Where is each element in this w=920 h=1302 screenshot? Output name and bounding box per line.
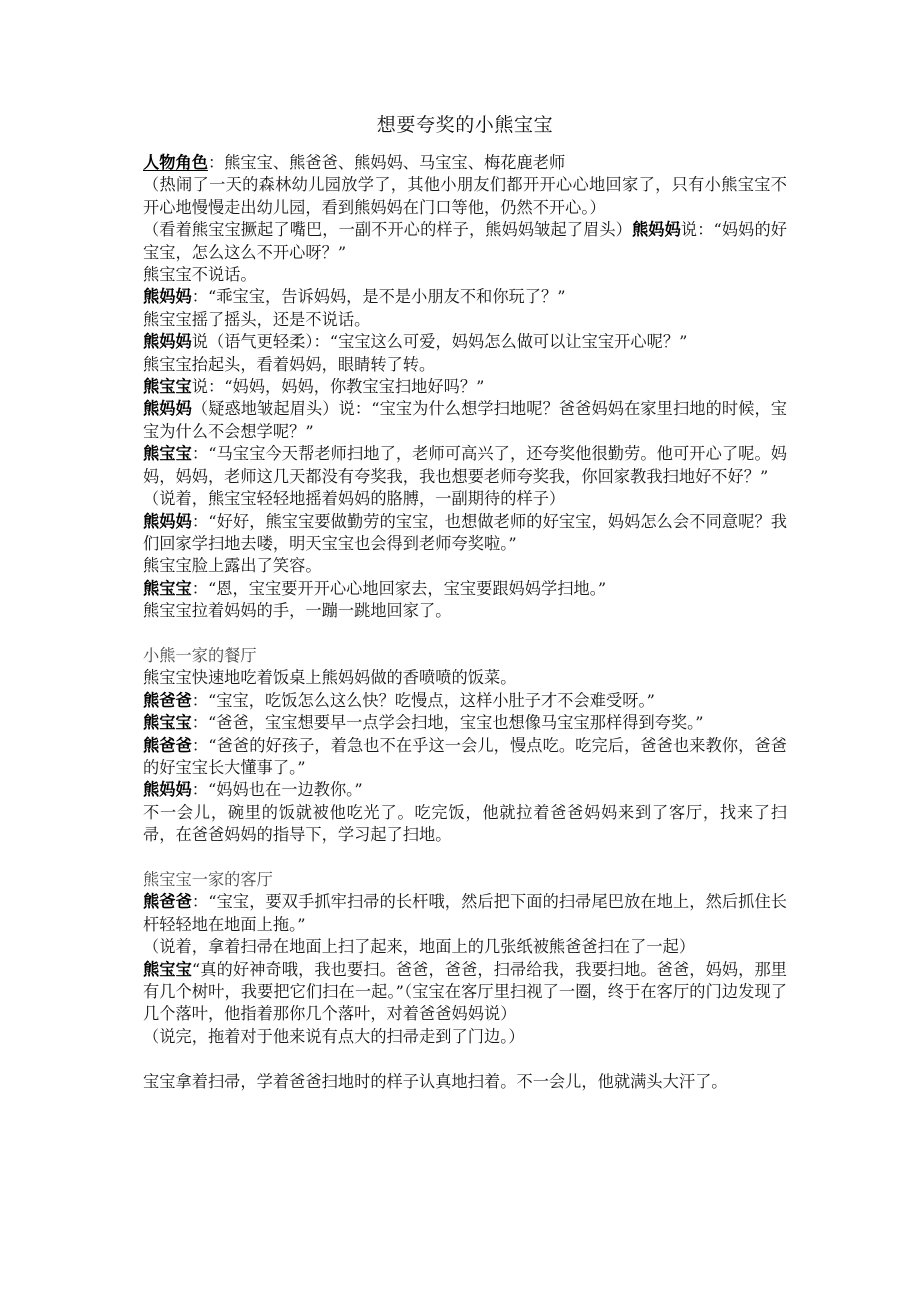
line-text: ：“马宝宝今天帮老师扫地了，老师可高兴了，还夸奖他很勤劳。他可开心了呢。妈妈，妈妈，老师这几天都没有夸奖我，我也想要老师夸奖我，你回家教我扫地好不好？” — [143, 444, 787, 486]
speaker-name: 熊妈妈 — [631, 220, 681, 240]
page-title: 想要夸奖的小熊宝宝 — [376, 114, 554, 136]
narration-line — [143, 174, 787, 219]
speaker-name: 熊爸爸 — [143, 735, 192, 755]
speaker-name: 熊宝宝 — [143, 578, 192, 598]
speaker-name: 熊妈妈 — [143, 399, 192, 419]
stage-direction: （看着熊宝宝撅起了嘴巴，一副不开心的样子，熊妈妈皱起了眉头） — [143, 220, 632, 240]
paragraph-gap — [143, 623, 787, 645]
line-text: “真的好神奇哦，我也要扫。爸爸，爸爸，扫帚给我，我要扫地。爸爸，妈妈，那里有几个树叶，我要把它们扫在一起。”（宝宝在客厅里扫视了一圈，终于在客厅的门边发现了几个落叶，他指着那你几个落叶，对着爸爸妈妈说） — [143, 959, 787, 1024]
line-text: ：“爸爸，宝宝想要早一点学会扫地，宝宝也想像马宝宝那样得到夸奖。” — [191, 713, 704, 733]
dialogue-line — [143, 959, 787, 1026]
speaker-name: 熊宝宝 — [143, 444, 192, 464]
document-blocks — [143, 174, 787, 1093]
narration-line — [143, 309, 787, 331]
speaker-name: 熊爸爸 — [143, 892, 192, 912]
line-text: 熊宝宝摇了摇头，还是不说话。 — [143, 309, 371, 329]
line-text: （说完，拖着对于他来说有点大的扫帚走到了门边。） — [143, 1026, 525, 1046]
dialogue-line — [143, 578, 787, 600]
roles-value: ：熊宝宝、熊爸爸、熊妈妈、马宝宝、梅花鹿老师 — [207, 153, 566, 172]
narration-line — [143, 555, 787, 577]
speaker-name: 熊宝宝 — [143, 713, 192, 733]
line-text: ：“爸爸的好孩子，着急也不在乎这一会儿，慢点吃。吃完后，爸爸也来教你，爸爸的好宝宝长大懂事了。” — [143, 735, 787, 777]
line-text: （热闹了一天的森林幼儿园放学了，其他小朋友们都开开心心地回家了，只有小熊宝宝不开心地慢慢走出幼儿园，看到熊妈妈在门口等他，仍然不开心。） — [143, 175, 787, 217]
narration-line — [143, 488, 787, 510]
scene-header — [143, 869, 787, 891]
line-text: ：“恩，宝宝要开开心心地回家去，宝宝要跟妈妈学扫地。” — [191, 578, 607, 598]
dialogue-line — [143, 219, 787, 264]
speaker-name: 熊妈妈 — [143, 511, 192, 531]
line-text: 熊宝宝抬起头，看着妈妈，眼睛转了转。 — [143, 354, 436, 374]
narration-line — [143, 264, 787, 286]
line-text: 熊宝宝不说话。 — [143, 265, 257, 285]
scene-header-text: 小熊一家的餐厅 — [143, 645, 257, 665]
line-text: 说：“妈妈，妈妈，你教宝宝扫地好吗？” — [191, 377, 485, 397]
scene-header-text: 熊宝宝一家的客厅 — [143, 869, 273, 889]
paragraph-gap — [143, 847, 787, 869]
line-text: ：“宝宝，要双手抓牢扫帚的长杆哦，然后把下面的扫帚尾巴放在地上，然后抓住长杆轻轻地在地面上拖。” — [143, 892, 787, 934]
line-text: 熊宝宝拉着妈妈的手，一蹦一跳地回家了。 — [143, 601, 452, 621]
dialogue-line — [143, 690, 787, 712]
narration-line — [143, 1026, 787, 1048]
dialogue-line — [143, 712, 787, 734]
line-text: 熊宝宝脸上露出了笑容。 — [143, 556, 322, 576]
line-text: ：“宝宝，吃饭怎么这么快？吃慢点，这样小肚子才不会难受呀。” — [191, 690, 655, 710]
dialogue-line — [143, 376, 787, 398]
line-text: （说着，熊宝宝轻轻地摇着妈妈的胳膊，一副期待的样子） — [143, 489, 566, 509]
narration-line — [143, 1071, 787, 1093]
narration-line — [143, 802, 787, 847]
dialogue-line — [143, 779, 787, 801]
speaker-name: 熊妈妈 — [143, 287, 192, 307]
speaker-name: 熊宝宝 — [143, 377, 192, 397]
roles-label: 人物角色 — [143, 153, 208, 172]
line-text: 说：“妈妈的好宝宝，怎么这么不开心呀？” — [143, 220, 788, 262]
line-text: ：“乖宝宝，告诉妈妈，是不是小朋友不和你玩了？” — [191, 287, 566, 307]
line-text: 不一会儿，碗里的饭就被他吃光了。吃完饭，他就拉着爸爸妈妈来到了客厅，找来了扫帚，在爸爸妈妈的指导下，学习起了扫地。 — [143, 802, 787, 845]
line-text: ：“好好，熊宝宝要做勤劳的宝宝，也想做老师的好宝宝，妈妈怎么会不同意呢？我们回家学扫地去喽，明天宝宝也会得到老师夸奖啦。” — [143, 511, 787, 553]
line-text: （说着，拿着扫帚在地面上扫了起来，地面上的几张纸被熊爸爸扫在了一起） — [143, 937, 696, 957]
narration-line — [143, 667, 787, 689]
dialogue-line — [143, 331, 787, 353]
narration-line — [143, 936, 787, 958]
narration-line — [143, 354, 787, 376]
line-text: ：“妈妈也在一边教你。” — [191, 780, 363, 800]
dialogue-line — [143, 511, 787, 556]
speaker-name: 熊妈妈 — [143, 332, 192, 352]
roles-line — [143, 152, 787, 174]
dialogue-line — [143, 443, 787, 488]
line-text: 宝宝拿着扫帚，学着爸爸扫地时的样子认真地扫着。不一会儿，他就满头大汗了。 — [143, 1071, 728, 1091]
speaker-name: 熊妈妈 — [143, 780, 192, 800]
dialogue-line — [143, 398, 787, 443]
scene-header — [143, 645, 787, 667]
line-text: （疑惑地皱起眉头）说：“宝宝为什么想学扫地呢？爸爸妈妈在家里扫地的时候，宝宝为什么不会想学呢？” — [143, 399, 787, 441]
paragraph-gap — [143, 1048, 787, 1070]
line-text: 说（语气更轻柔）：“宝宝这么可爱，妈妈怎么做可以让宝宝开心呢？” — [191, 332, 688, 352]
speaker-name: 熊爸爸 — [143, 690, 192, 710]
dialogue-line — [143, 891, 787, 936]
line-text: 熊宝宝快速地吃着饭桌上熊妈妈做的香喷喷的饭菜。 — [143, 668, 517, 688]
narration-line — [143, 600, 787, 622]
speaker-name: 熊宝宝 — [143, 959, 192, 979]
document-body — [143, 112, 787, 1093]
dialogue-line — [143, 735, 787, 780]
dialogue-line — [143, 286, 787, 308]
